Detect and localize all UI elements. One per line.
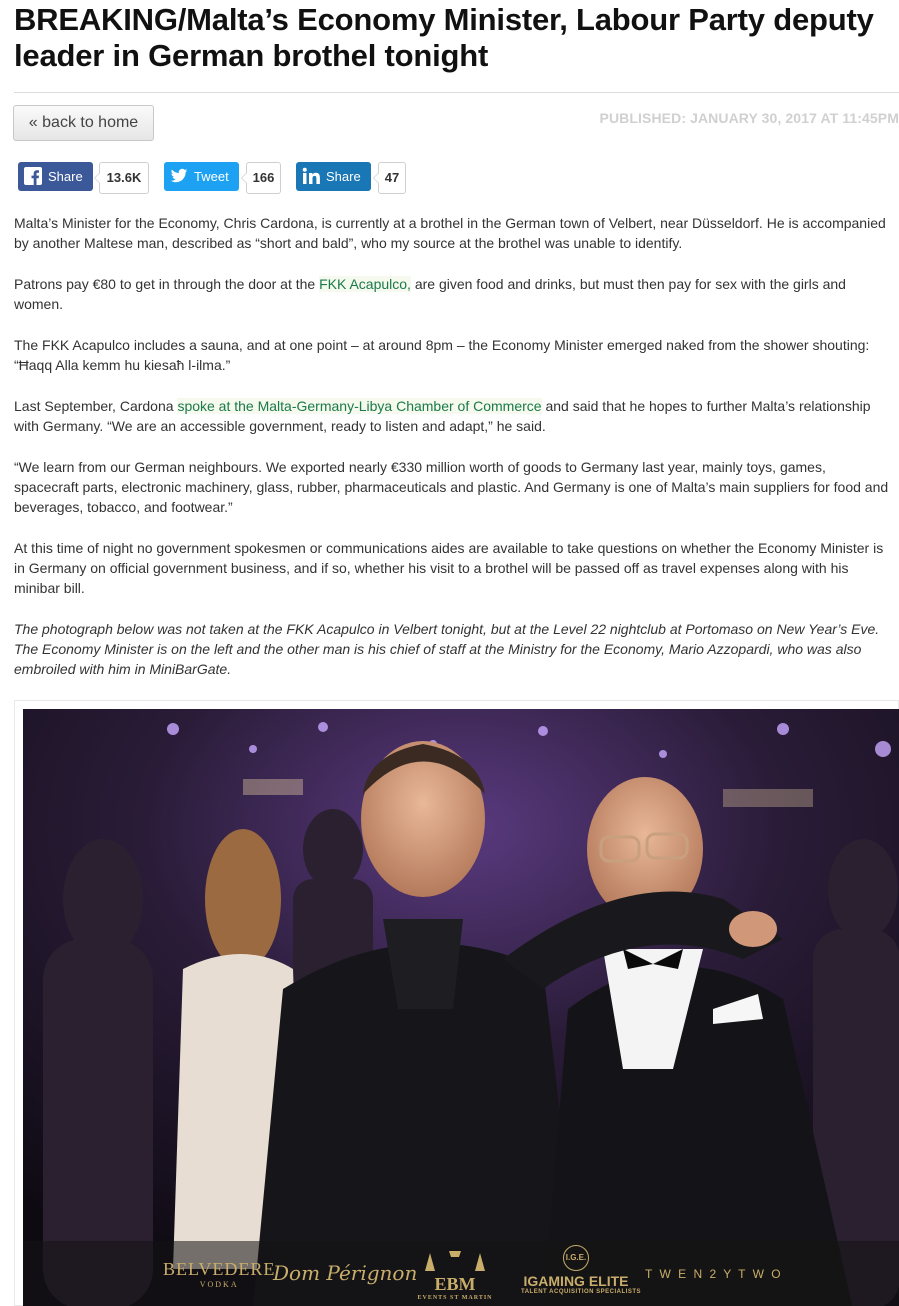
- paragraph: The FKK Acapulco includes a sauna, and at one point – at around 8pm – the Economy Minister emerged naked from the shower shouting: “Ħaqq Alla kemm hu kiesaħ l-ilma.”: [14, 337, 870, 373]
- paragraph: [14, 396, 894, 436]
- belvedere-name: BELVEDERE: [163, 1259, 276, 1279]
- article-photo-frame: [14, 700, 899, 1306]
- belvedere-sub: VODKA: [199, 1280, 239, 1289]
- twenty-two-logo: T W E N 2 Y T W O: [645, 1267, 783, 1281]
- fkk-acapulco-link[interactable]: FKK Acapulco,: [319, 276, 411, 292]
- paragraph: [14, 274, 894, 314]
- igaming-sub: TALENT ACQUISITION SPECIALISTS: [521, 1289, 642, 1295]
- photo-illustration: [23, 709, 899, 1306]
- paragraph: At this time of night no government spokesmen or communications aides are available to take questions on whether the Economy Minister is in Germany on official government business, and if so, whether his visit to a brothel will be passed off as travel expenses along with his minibar bill.: [14, 540, 884, 596]
- paragraph-text: are given food and drinks, but must then pay for sex with the girls and women.: [14, 276, 846, 312]
- back-to-home-button[interactable]: « back to home: [13, 105, 154, 141]
- ebm-name: EBM: [434, 1274, 476, 1294]
- twitter-tweet-label: Tweet: [194, 169, 229, 184]
- facebook-share-button[interactable]: [18, 162, 93, 191]
- igaming-name: IGAMING ELITE: [523, 1273, 629, 1289]
- paragraph: “We learn from our German neighbours. We exported nearly €330 million worth of goods to Germany last year, mainly toys, games, spacecraft parts, electronic machinery, glass, rubber, pharmaceuticals and plastic. And Germany is one of Malta’s main suppliers for food and beverages, tobacco, and footwear.”: [14, 459, 889, 515]
- article-body: [14, 213, 894, 700]
- facebook-share-count: 13.6K: [99, 162, 149, 194]
- ige-badge: I.G.E.: [563, 1245, 589, 1271]
- dom-perignon-logo: Dom Pérignon: [273, 1261, 418, 1285]
- twitter-tweet-button[interactable]: [164, 162, 239, 191]
- linkedin-share-button[interactable]: [296, 162, 371, 191]
- article-title: BREAKING/Malta’s Economy Minister, Labour Party deputy leader in German brothel tonight: [14, 2, 874, 73]
- paragraph-text: Last September, Cardona: [14, 398, 178, 414]
- title-divider: [14, 92, 899, 93]
- sponsor-bar: [23, 1241, 899, 1306]
- twitter-bird-icon: [170, 167, 188, 185]
- igaming-elite-logo: [521, 1245, 642, 1295]
- linkedin-share-label: Share: [326, 169, 361, 184]
- paragraph-text: and said that he hopes to further Malta’s relationship with Germany. “We are an accessible government, ready to listen and adapt,” he said.: [14, 398, 871, 434]
- linkedin-share-count: 47: [378, 162, 406, 194]
- ebm-sub: EVENTS ST MARTIN: [417, 1295, 493, 1301]
- facebook-icon: [24, 167, 42, 185]
- paragraph-text: Patrons pay €80 to get in through the door at the: [14, 276, 320, 292]
- article-photo: [23, 709, 899, 1306]
- facebook-share-label: Share: [48, 169, 83, 184]
- ebm-logo: [415, 1249, 495, 1301]
- belvedere-logo: [163, 1259, 275, 1289]
- ebm-crest-icon: [415, 1249, 495, 1273]
- linkedin-icon: [302, 167, 320, 185]
- paragraph: Malta’s Minister for the Economy, Chris Cardona, is currently at a brothel in the German town of Velbert, near Düsseldorf. He is accompanied by another Maltese man, described as “short and bald”, who my source at the brothel was unable to identify.: [14, 215, 886, 251]
- photo-caption: The photograph below was not taken at the FKK Acapulco in Velbert tonight, but at the Level 22 nightclub at Portomaso on New Year’s Eve. The Economy Minister is on the left and the other man is his chief of staff at the Ministry for the Economy, Mario Azzopardi, who was also embroiled with him in MiniBarGate.: [14, 621, 880, 677]
- twitter-share-count: 166: [246, 162, 281, 194]
- published-date: PUBLISHED: JANUARY 30, 2017 AT 11:45PM: [599, 110, 899, 126]
- chamber-of-commerce-link[interactable]: spoke at the Malta-Germany-Libya Chamber of Commerce: [177, 398, 542, 414]
